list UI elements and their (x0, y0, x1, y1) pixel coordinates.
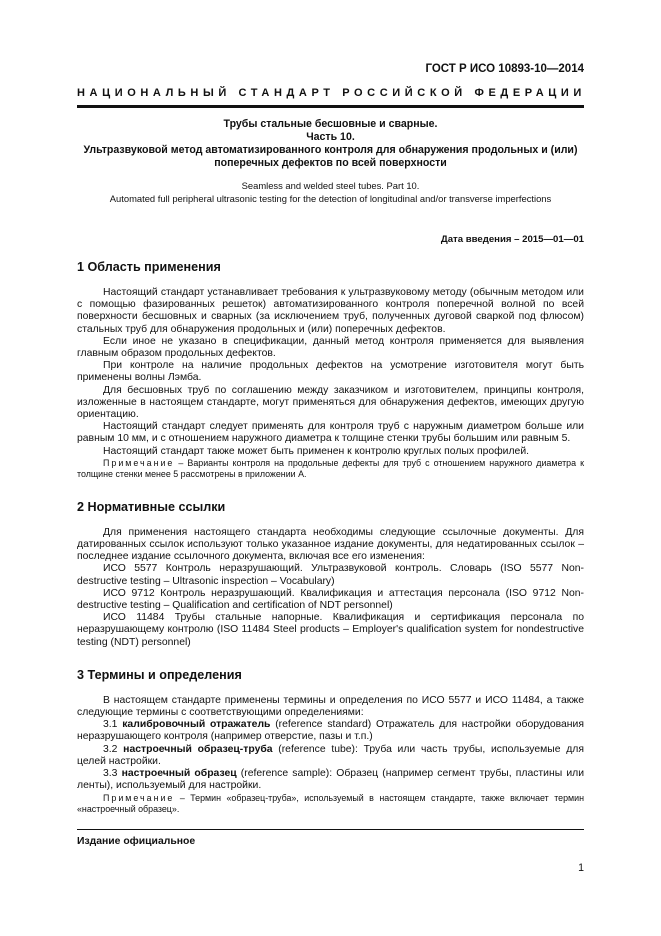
term-entry (77, 719, 584, 743)
paragraph: ИСО 9712 Контроль неразрушающий. Квалификация и аттестация персонала (ISO 9712 Non-destructive testing – Qualification and certification of NDT personnel) (77, 587, 584, 612)
term-number: 3.2 (103, 743, 124, 755)
section-heading: 1 Область применения (77, 260, 221, 274)
paragraph: При контроле на наличие продольных дефектов на усмотрение изготовителя могут быть применены волны Лэмба. (77, 360, 584, 384)
term-definition: (reference standard) Отражатель для настройки оборудования неразрушающего контроля (например отверстие, пазы и т.п.) (77, 719, 584, 743)
title-russian (77, 118, 584, 170)
section-heading: 2 Нормативные ссылки (77, 499, 226, 514)
note (77, 458, 584, 481)
paragraph: Настоящий стандарт также может быть применен к контролю круглых полых профилей. (103, 445, 530, 457)
term-name: настроечный образец (121, 768, 237, 780)
page-number: 1 (578, 862, 584, 874)
term-name: настроечный образец-труба (123, 743, 273, 755)
note-text: – Варианты контроля на продольные дефекты для труб с отношением наружного диаметра к толщине стенки менее 5 рассмотрены в приложении А. (77, 457, 584, 480)
footer-rule (77, 829, 584, 830)
term-number: 3.3 (103, 768, 122, 780)
paragraph: ИСО 11484 Трубы стальные напорные. Квалификация и сертификация персонала по неразрушающему контролю (ISO 11484 Steel products – Employer's qualification system for nondestructive testing (NDT) personnel) (77, 612, 584, 648)
header-rule (77, 105, 584, 108)
paragraph: ИСО 5577 Контроль неразрушающий. Ультразвуковой контроль. Словарь (ISO 5577 Non-destructive testing – Ultrasonic inspection – Vocabulary) (77, 563, 584, 587)
note-text: – Термин «образец-труба», используемый в настоящем стандарте, также включает термин «настроечный образец». (77, 792, 584, 814)
paragraph: Для применения настоящего стандарта необходимы следующие ссылочные документы. Для датированных ссылок используют только указанное издание документы, для недатированных ссылок – последнее издание ссылочного документа, включая все его изменения: (77, 526, 584, 563)
title-english (77, 180, 584, 205)
official-edition-label: Издание официальное (77, 836, 196, 847)
note-label: Примечание (103, 457, 175, 468)
term-number: 3.1 (103, 719, 123, 731)
title-en-line: Automated full peripheral ultrasonic testing for the detection of longitudinal and/or transverse imperfections (109, 192, 552, 204)
term-definition: (reference tube): Труба или часть трубы, используемые для целей настройки. (77, 743, 584, 767)
title-en-line: Seamless and welded steel tubes. Part 10. (241, 180, 420, 191)
term-entry (77, 768, 584, 792)
title-ru-line: Часть 10. (306, 131, 355, 143)
national-standard-banner: НАЦИОНАЛЬНЫЙ СТАНДАРТ РОССИЙСКОЙ ФЕДЕРАЦИИ (77, 87, 586, 99)
title-ru-line: поперечных дефектов по всей поверхности (214, 157, 447, 169)
paragraph: В настоящем стандарте применены термины и определения по ИСО 5577 и ИСО 11484, а также следующие термины с соответствующими определениями: (77, 694, 584, 719)
paragraph: Если иное не указано в спецификации, данный метод контроля применяется для выявления главным образом продольных дефектов. (77, 335, 584, 360)
title-ru-line: Ультразвуковой метод автоматизированного контроля для обнаружения продольных и (или) (83, 144, 578, 156)
note (77, 793, 584, 816)
section-scope (77, 259, 584, 481)
section-normative-references (77, 499, 584, 649)
paragraph: Настоящий стандарт следует применять для контроля труб с наружным диаметром больше или равным 10 мм, и с отношением наружного диаметра к толщине стенки трубы большим или равным 5. (77, 421, 584, 445)
term-definition: (reference sample): Образец (например сегмент трубы, пластины или ленты), используемый для настройки. (77, 768, 584, 792)
introduction-date: Дата введения – 2015—01—01 (440, 234, 584, 245)
term-entry (77, 744, 584, 768)
standard-code: ГОСТ Р ИСО 10893-10—2014 (425, 63, 584, 75)
document-body (77, 256, 584, 816)
section-terms-definitions (77, 667, 584, 816)
term-name: калибровочный отражатель (122, 719, 271, 731)
paragraph: Настоящий стандарт устанавливает требования к ультразвуковому методу (обычным методом или с помощью фазированных решеток) автоматизированного контроля поперечной волной по всей поверхности бесшовных и сварных (за исключением труб, полученных дуговой сваркой под флюсом) стальных труб для обнаружения продольных и (или) поперечных дефектов. (77, 287, 584, 335)
note-label: Примечание (103, 792, 175, 803)
section-heading: 3 Термины и определения (77, 667, 242, 682)
paragraph: Для бесшовных труб по соглашению между заказчиком и изготовителем, принципы контроля, изложенные в настоящем стандарте, могут применяться для обнаружения дефектов, имеющих другую ориентацию. (77, 384, 584, 421)
title-ru-line: Трубы стальные бесшовные и сварные. (223, 118, 438, 130)
